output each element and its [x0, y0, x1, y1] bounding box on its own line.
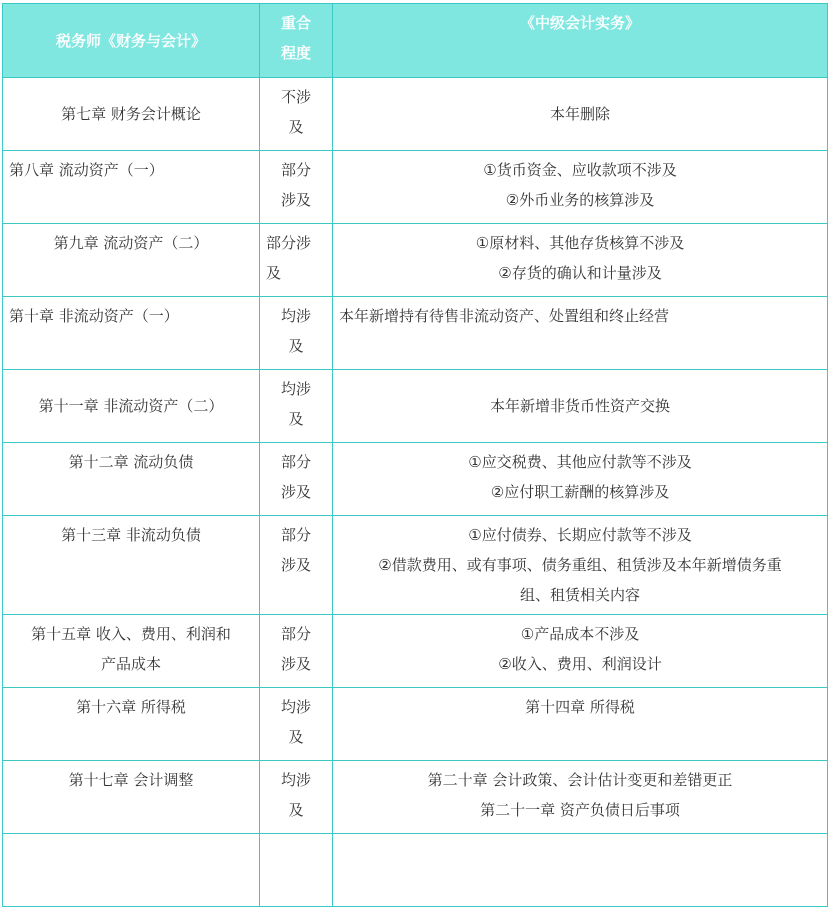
detail-line2: 第二十一章 资产负债日后事项: [480, 801, 680, 819]
degree-line1: 部分涉: [266, 234, 312, 252]
degree-line1: 部分: [280, 161, 311, 179]
chapter-cell: 第八章 流动资产（一）: [3, 151, 260, 224]
chapter-cell: 第十七章 会计调整: [3, 761, 260, 834]
table-row: [3, 297, 828, 370]
detail-cell: 本年新增持有待售非流动资产、处置组和终止经营: [333, 297, 828, 370]
degree-cell: [260, 615, 333, 688]
table-row-partial: [3, 834, 828, 907]
chapter-cell: 第十一章 非流动资产（二）: [3, 370, 260, 443]
detail-line1: ①应付债券、长期应付款等不涉及: [468, 526, 692, 544]
degree-line2: 涉及: [280, 655, 311, 673]
detail-cell: [333, 615, 828, 688]
degree-line2: 及: [288, 337, 304, 355]
detail-cell: 第十四章 所得税: [333, 688, 828, 761]
header-col3: 《中级会计实务》: [333, 4, 828, 78]
comparison-table: [2, 3, 828, 907]
degree-cell: [260, 370, 333, 443]
chapter-line1: 第十五章 收入、费用、利润和: [31, 625, 231, 643]
detail-line1: ①原材料、其他存货核算不涉及: [475, 234, 685, 252]
detail-line2: ②外币业务的核算涉及: [505, 191, 655, 209]
table-row: [3, 151, 828, 224]
degree-line2: 及: [288, 801, 304, 819]
table-row: [3, 688, 828, 761]
empty-cell: [333, 834, 828, 907]
degree-cell: [260, 224, 333, 297]
table-row: [3, 443, 828, 516]
chapter-cell: 第九章 流动资产（二）: [3, 224, 260, 297]
header-row: [3, 4, 828, 78]
table-row: [3, 761, 828, 834]
degree-cell: [260, 78, 333, 151]
degree-line2: 涉及: [280, 483, 311, 501]
degree-line1: 部分: [280, 526, 311, 544]
detail-line2: ②收入、费用、利润设计: [498, 655, 662, 673]
degree-cell: [260, 688, 333, 761]
chapter-cell: [3, 615, 260, 688]
degree-line2: 及: [266, 264, 282, 282]
degree-cell: [260, 443, 333, 516]
chapter-cell: 第七章 财务会计概论: [3, 78, 260, 151]
detail-line1: ①应交税费、其他应付款等不涉及: [468, 453, 692, 471]
header-col2-line1: 重合: [280, 14, 311, 32]
degree-line2: 涉及: [280, 556, 311, 574]
degree-cell: [260, 516, 333, 615]
chapter-line2: 产品成本: [100, 655, 161, 673]
detail-line2: ②应付职工薪酬的核算涉及: [490, 483, 670, 501]
detail-cell: [333, 761, 828, 834]
empty-cell: [3, 834, 260, 907]
table-row: [3, 370, 828, 443]
detail-cell: [333, 151, 828, 224]
header-col2-line2: 程度: [280, 44, 311, 62]
degree-cell: [260, 761, 333, 834]
degree-line1: 不涉: [280, 88, 311, 106]
detail-cell: 本年新增非货币性资产交换: [333, 370, 828, 443]
detail-line1: ①产品成本不涉及: [520, 625, 640, 643]
empty-cell: [260, 834, 333, 907]
detail-cell: [333, 224, 828, 297]
chapter-cell: 第十三章 非流动负债: [3, 516, 260, 615]
degree-line2: 及: [288, 410, 304, 428]
degree-line1: 部分: [280, 625, 311, 643]
table-row: [3, 78, 828, 151]
detail-cell: 本年删除: [333, 78, 828, 151]
header-col2: [260, 4, 333, 78]
degree-line1: 均涉: [280, 698, 311, 716]
table-row: [3, 224, 828, 297]
degree-line1: 均涉: [280, 307, 311, 325]
chapter-cell: 第十二章 流动负债: [3, 443, 260, 516]
detail-line1: 第二十章 会计政策、会计估计变更和差错更正: [427, 771, 733, 789]
degree-cell: [260, 297, 333, 370]
degree-line1: 均涉: [280, 771, 311, 789]
table-row: [3, 516, 828, 615]
detail-cell: [333, 443, 828, 516]
degree-line1: 均涉: [280, 380, 311, 398]
degree-line1: 部分: [280, 453, 311, 471]
degree-cell: [260, 151, 333, 224]
degree-line2: 涉及: [280, 191, 311, 209]
chapter-cell: 第十六章 所得税: [3, 688, 260, 761]
header-col1: 税务师《财务与会计》: [3, 4, 260, 78]
detail-line3: 组、租赁相关内容: [519, 586, 640, 604]
degree-line2: 及: [288, 728, 304, 746]
detail-line2: ②存货的确认和计量涉及: [498, 264, 662, 282]
detail-line2: ②借款费用、或有事项、债务重组、租赁涉及本年新增债务重: [378, 556, 782, 574]
chapter-cell: 第十章 非流动资产（一）: [3, 297, 260, 370]
degree-line2: 及: [288, 118, 304, 136]
detail-line1: ①货币资金、应收款项不涉及: [483, 161, 677, 179]
detail-cell: [333, 516, 828, 615]
table-row: [3, 615, 828, 688]
